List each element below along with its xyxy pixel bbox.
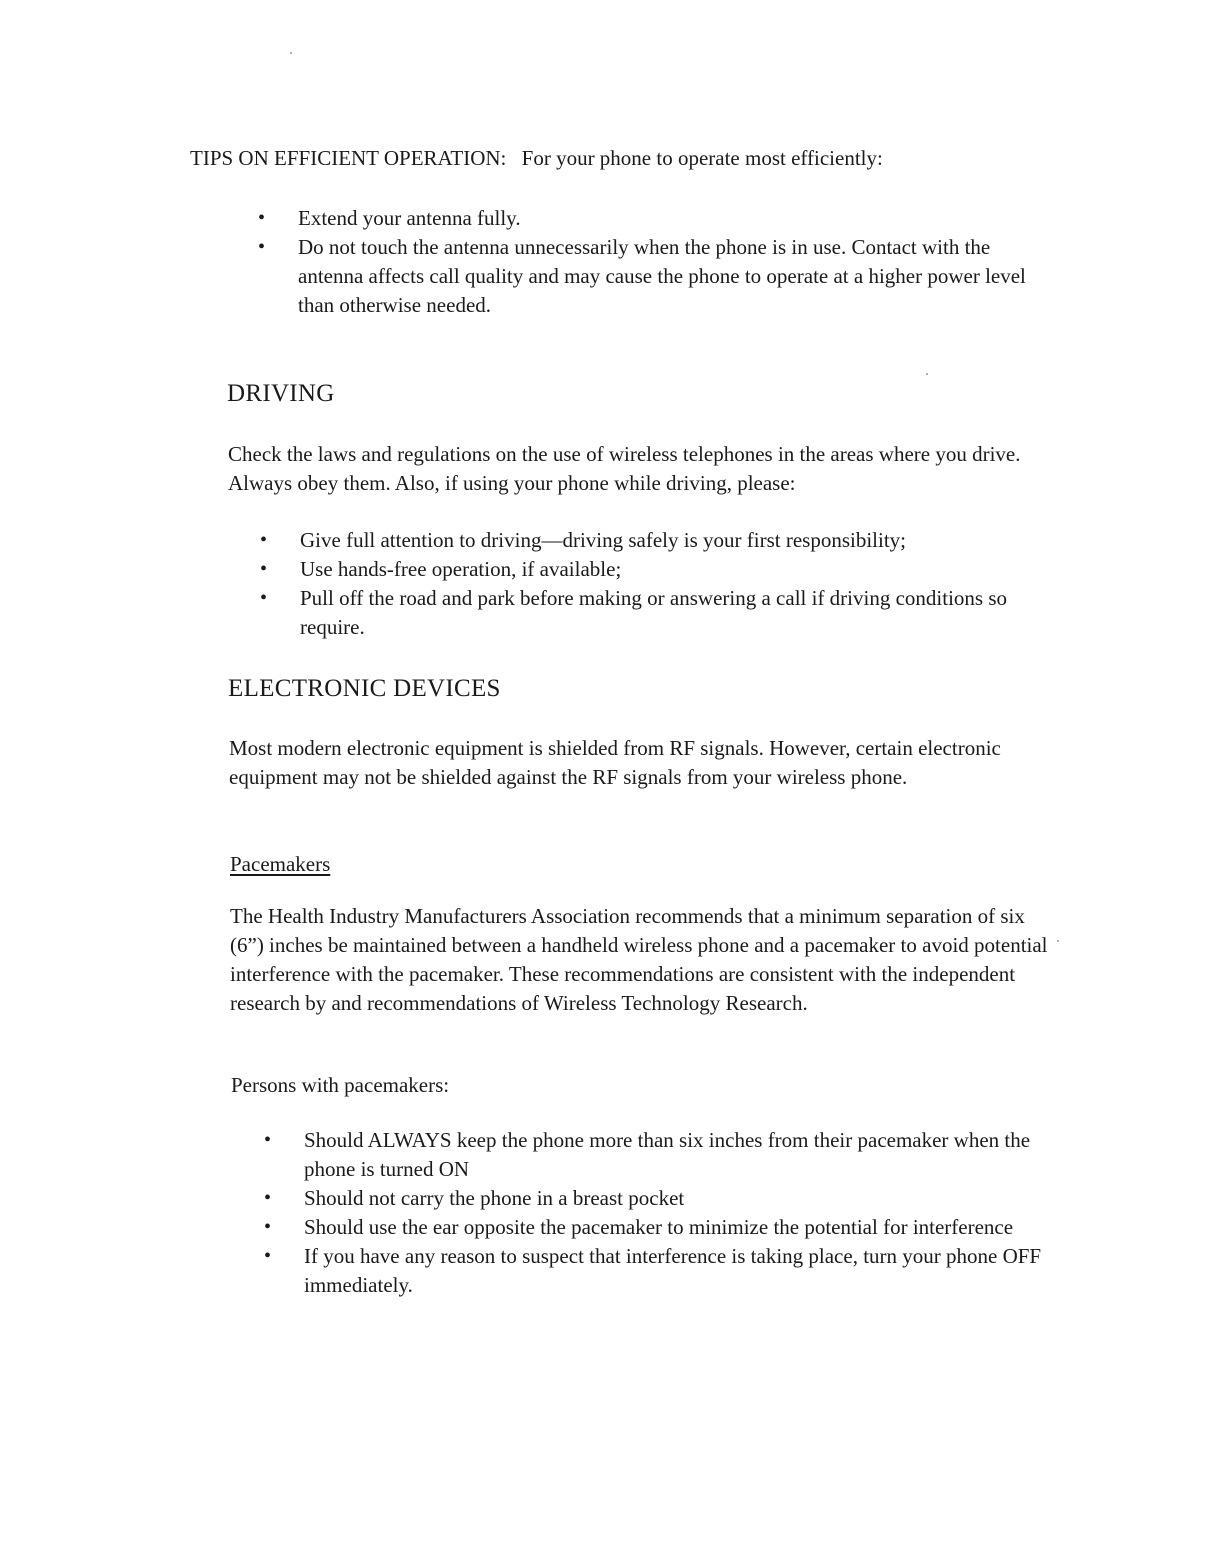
driving-bullet-list bbox=[260, 526, 1020, 642]
list-item: • Do not touch the antenna unnecessarily when the phone is in use. Contact with the antenna affects call quality and may cause the phone to operate at a higher power level than otherwise needed. bbox=[258, 233, 1058, 320]
tips-intro-line bbox=[190, 146, 883, 171]
list-item: • Should use the ear opposite the pacemaker to minimize the potential for interference bbox=[264, 1213, 1064, 1242]
list-item: • If you have any reason to suspect that interference is taking place, turn your phone OFF immediately. bbox=[264, 1242, 1064, 1300]
scan-speck bbox=[926, 373, 928, 375]
tips-intro: For your phone to operate most efficiently: bbox=[521, 146, 883, 170]
scan-speck bbox=[1057, 940, 1059, 942]
driving-heading: DRIVING bbox=[227, 380, 335, 407]
electronic-devices-paragraph: Most modern electronic equipment is shielded from RF signals. However, certain electronic equipment may not be shielded against the RF signals from your wireless phone. bbox=[229, 736, 1001, 789]
tips-lead: TIPS ON EFFICIENT OPERATION: bbox=[190, 146, 507, 170]
persons-with-pacemakers-intro: Persons with pacemakers: bbox=[231, 1073, 450, 1097]
list-item: • Use hands-free operation, if available; bbox=[260, 555, 1020, 584]
list-item: • Extend your antenna fully. bbox=[258, 204, 1058, 233]
list-item: • Should ALWAYS keep the phone more than six inches from their pacemaker when the phone is turned ON bbox=[264, 1126, 1064, 1184]
list-item: • Pull off the road and park before making or answering a call if driving conditions so require. bbox=[260, 584, 1020, 642]
tips-bullet-list bbox=[258, 204, 1058, 320]
pacemakers-paragraph: The Health Industry Manufacturers Association recommends that a minimum separation of six (6”) inches be maintained between a handheld wireless phone and a pacemaker to avoid potential interference with the pacemaker. These recommendations are consistent with the independent research by and recommendations of Wireless Technology Research. bbox=[230, 904, 1048, 1015]
pacemakers-subheading: Pacemakers bbox=[230, 852, 331, 876]
scan-speck bbox=[290, 52, 292, 54]
driving-paragraph: Check the laws and regulations on the use of wireless telephones in the areas where you drive. Always obey them. Also, if using your phone while driving, please: bbox=[228, 442, 1021, 495]
list-item: • Give full attention to driving—driving safely is your first responsibility; bbox=[260, 526, 1020, 555]
pacemakers-bullet-list bbox=[264, 1126, 1064, 1300]
electronic-devices-heading: ELECTRONIC DEVICES bbox=[228, 675, 501, 702]
list-item: • Should not carry the phone in a breast pocket bbox=[264, 1184, 1064, 1213]
